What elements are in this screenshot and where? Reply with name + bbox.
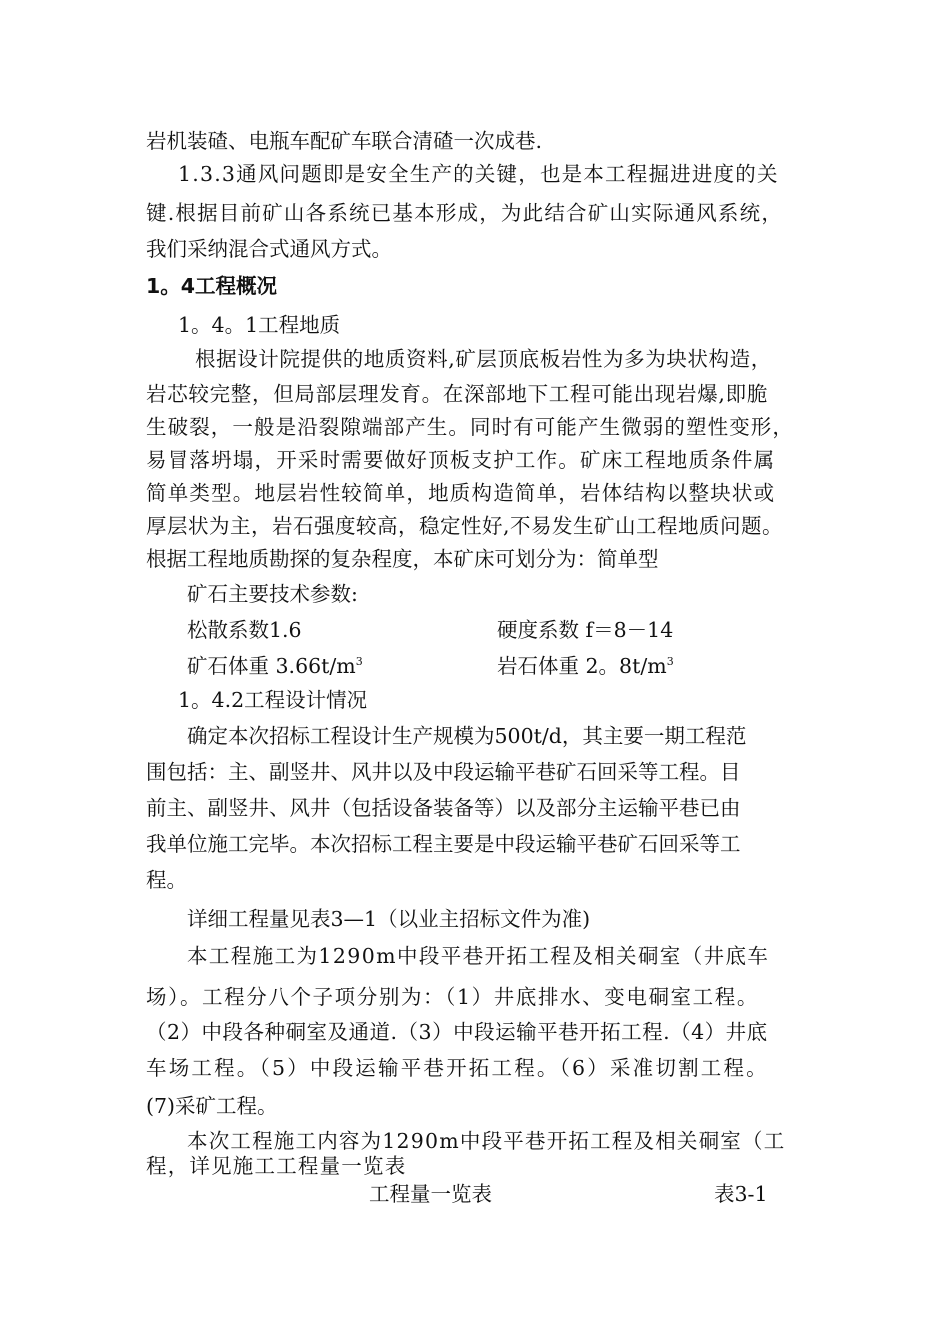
subsection-heading: 1。4。1工程地质 <box>178 313 341 337</box>
text-line: （2）中段各种硐室及通道.（3）中段运输平巷开拓工程.（4）井底 <box>146 1020 768 1044</box>
text-line: 围包括：主、副竖井、风井以及中段运输平巷矿石回采等工程。目 <box>146 760 741 784</box>
section-heading: 1。4工程概况 <box>146 274 278 298</box>
text-line: 本工程施工为1290m中段平巷开拓工程及相关硐室（井底车 <box>187 944 770 968</box>
table-title: 工程量一览表 <box>369 1182 492 1206</box>
text-line: 岩机装碴、电瓶车配矿车联合清碴一次成巷. <box>146 129 543 153</box>
text-line: 我单位施工完毕。本次招标工程主要是中段运输平巷矿石回采等工 <box>146 832 741 856</box>
text-line: 键.根据目前矿山各系统已基本形成，为此结合矿山实际通风系统， <box>146 201 784 225</box>
param-loose-coefficient: 松散系数1.6 <box>187 618 302 642</box>
table-number: 表3-1 <box>714 1182 768 1206</box>
text-line: 程。 <box>146 868 187 892</box>
text-line: 根据工程地质勘探的复杂程度，本矿床可划分为：简单型 <box>146 547 659 571</box>
text-line: 详细工程量见表3—1（以业主招标文件为准) <box>187 907 591 931</box>
text-line: 根据设计院提供的地质资料,矿层顶底板岩性为多为块状构造， <box>195 347 772 371</box>
text-line: 前主、副竖井、风井（包括设备装备等）以及部分主运输平巷已由 <box>146 796 741 820</box>
text-line: 确定本次招标工程设计生产规模为500t/d，其主要一期工程范 <box>187 724 747 748</box>
text-line: 车场工程。（5）中段运输平巷开拓工程。（6）采准切割工程。 <box>146 1056 769 1080</box>
text-line: 场）。工程分八个子项分别为：（1）井底排水、变电硐室工程。 <box>146 985 759 1009</box>
text-line: 易冒落坍塌，开采时需要做好顶板支护工作。矿床工程地质条件属 <box>146 448 776 472</box>
param-rock-weight: 岩石体重 2。$8t/m^3$ <box>497 654 674 678</box>
text-line: 厚层状为主，岩石强度较高，稳定性好,不易发生矿山工程地质问题。 <box>146 514 784 538</box>
text-line: 本次工程施工内容为1290m中段平巷开拓工程及相关硐室（工 <box>187 1129 786 1153</box>
text-line: 1.3.3通风问题即是安全生产的关键，也是本工程掘进进度的关 <box>178 162 779 186</box>
text-line: 我们采纳混合式通风方式。 <box>146 237 392 261</box>
text-line: (7)采矿工程。 <box>146 1094 278 1118</box>
text-line: 生破裂，一般是沿裂隙端部产生。同时有可能产生微弱的塑性变形， <box>146 415 794 439</box>
subsection-heading: 1。4.2工程设计情况 <box>178 688 368 712</box>
text-line: 简单类型。地层岩性较简单，地质构造简单，岩体结构以整块状或 <box>146 481 776 505</box>
text-line: 程，详见施工工程量一览表 <box>146 1154 407 1178</box>
params-title: 矿石主要技术参数: <box>187 582 358 606</box>
param-hardness: 硬度系数 f＝8－14 <box>497 618 674 642</box>
text-line: 岩芯较完整，但局部层理发育。在深部地下工程可能出现岩爆,即脆 <box>146 382 769 406</box>
param-ore-weight: 矿石体重 $3.66t/m^3$ <box>187 654 363 678</box>
